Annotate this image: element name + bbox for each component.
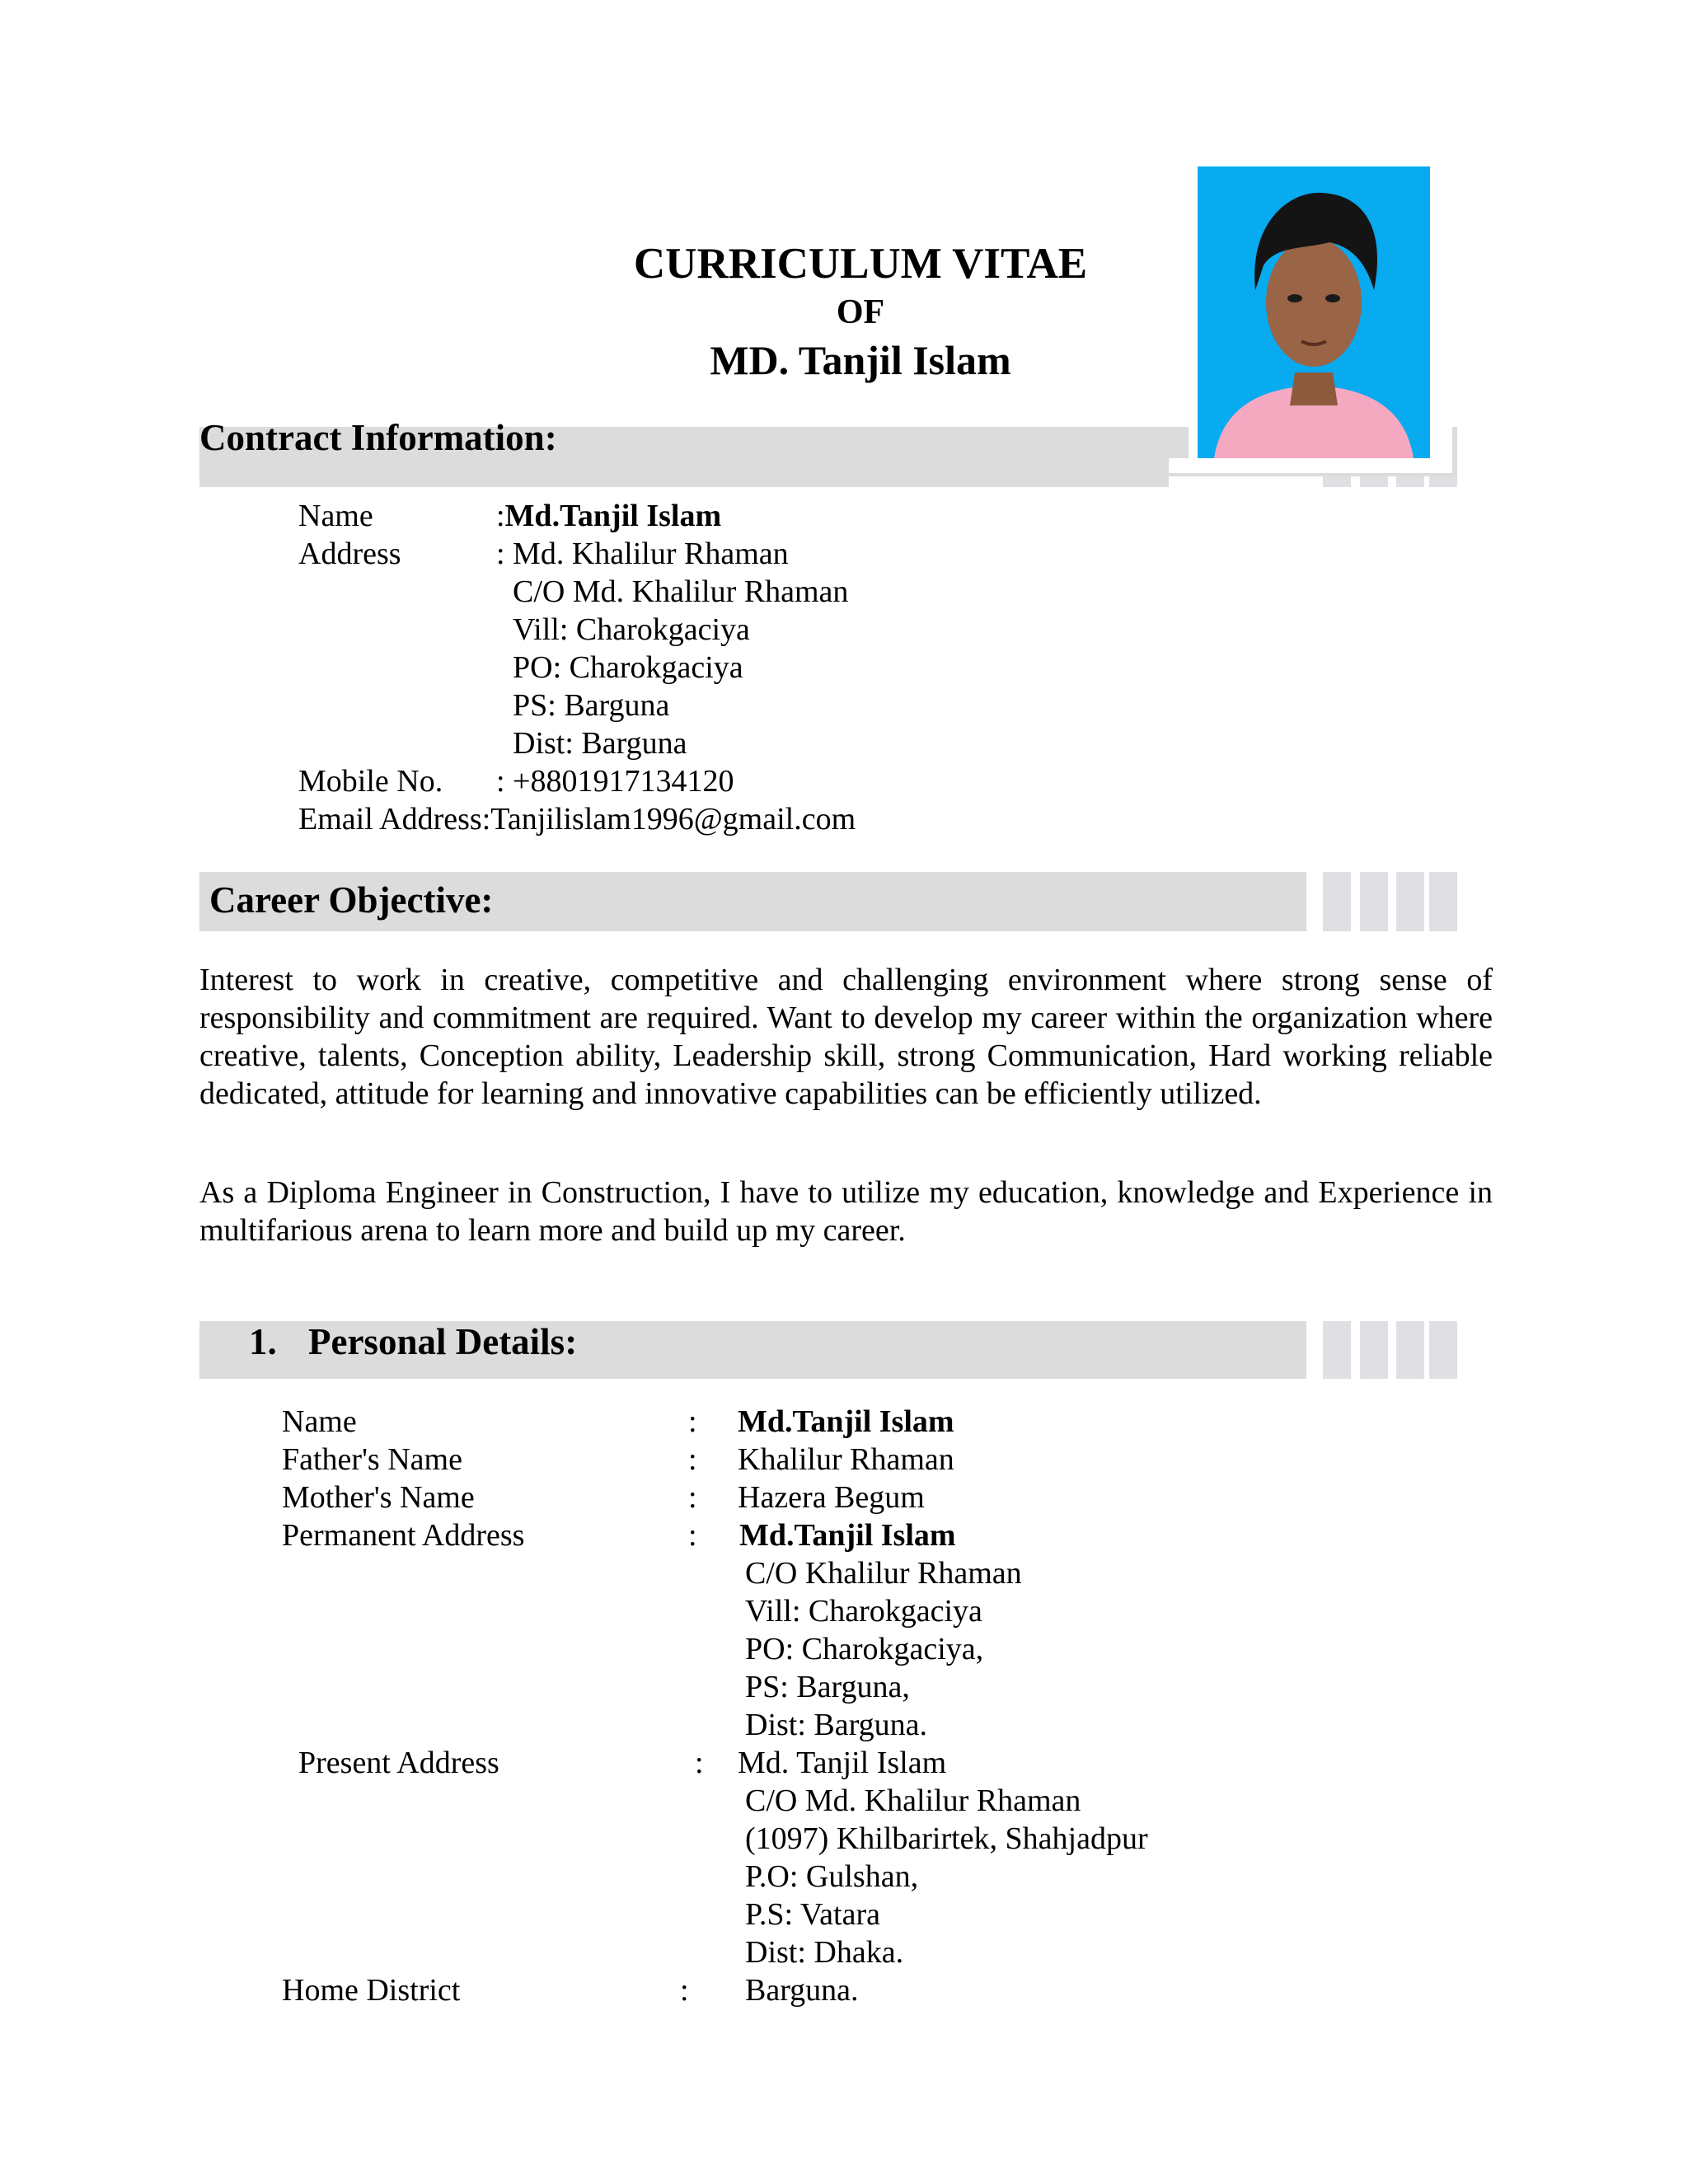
bar-block bbox=[1396, 872, 1424, 931]
contact-address-line: Vill: Charokgaciya bbox=[513, 612, 750, 647]
bar-block bbox=[1360, 476, 1388, 487]
contact-address-line: : Md. Khalilur Rhaman bbox=[496, 537, 789, 571]
portrait-illustration bbox=[1198, 166, 1430, 458]
contact-name-value bbox=[496, 497, 721, 535]
contact-email-value[interactable]: Tanjilislam1996@gmail.com bbox=[490, 802, 856, 837]
father-name-value: Khalilur Rhaman bbox=[738, 1442, 954, 1477]
permanent-address-line: Dist: Barguna. bbox=[745, 1708, 927, 1742]
personal-heading-number: 1. bbox=[249, 1321, 277, 1362]
present-address-label: Present Address bbox=[298, 1746, 499, 1780]
colon: : bbox=[688, 1442, 697, 1477]
present-address-line: Md. Tanjil Islam bbox=[738, 1746, 947, 1780]
cv-title: CURRICULUM VITAE bbox=[633, 240, 1088, 288]
contact-email-label: Email Address: bbox=[298, 802, 491, 837]
present-address-line: P.O: Gulshan, bbox=[745, 1859, 919, 1894]
bar-block bbox=[1323, 872, 1351, 931]
bar-block bbox=[1323, 1321, 1351, 1379]
contact-heading: Contract Information: bbox=[199, 417, 557, 458]
colon: : bbox=[688, 1404, 697, 1439]
career-heading: Career Objective: bbox=[209, 879, 494, 921]
home-district-label: Home District bbox=[282, 1973, 461, 2008]
profile-photo bbox=[1198, 166, 1430, 458]
contact-mobile-label: Mobile No. bbox=[298, 764, 443, 799]
photo-frame-gap bbox=[1169, 458, 1457, 473]
permanent-address-line: C/O Khalilur Rhaman bbox=[745, 1556, 1022, 1591]
contact-name-text: Md.Tanjil Islam bbox=[504, 499, 722, 533]
contact-name-colon: : bbox=[496, 499, 505, 533]
photo-frame-right bbox=[1452, 427, 1457, 476]
contact-address-line: C/O Md. Khalilur Rhaman bbox=[513, 574, 849, 609]
bar-block bbox=[1323, 476, 1351, 487]
permanent-address-line: PO: Charokgaciya, bbox=[745, 1632, 984, 1666]
home-district-value: Barguna. bbox=[745, 1973, 859, 2008]
contact-address-label: Address bbox=[298, 537, 401, 571]
colon: : bbox=[695, 1746, 704, 1780]
personal-name-value: Md.Tanjil Islam bbox=[738, 1404, 954, 1439]
permanent-address-line: PS: Barguna, bbox=[745, 1670, 910, 1704]
contact-mobile-value: : +8801917134120 bbox=[496, 764, 734, 799]
contact-email-row bbox=[298, 800, 856, 838]
colon: : bbox=[688, 1480, 697, 1515]
present-address-line: C/O Md. Khalilur Rhaman bbox=[745, 1783, 1081, 1818]
permanent-address-label: Permanent Address bbox=[282, 1518, 525, 1553]
contact-name-label: Name bbox=[298, 499, 373, 533]
contact-address-line: PO: Charokgaciya bbox=[513, 650, 743, 685]
cv-title-of: OF bbox=[836, 293, 885, 331]
career-paragraph-2: As a Diploma Engineer in Construction, I have to utilize my education, knowledge and Experience in multifarious arena to learn more and build up my career. bbox=[199, 1175, 1493, 1248]
permanent-address-line: Vill: Charokgaciya bbox=[745, 1594, 982, 1629]
bar-block bbox=[1360, 1321, 1388, 1379]
contact-address-line: PS: Barguna bbox=[513, 688, 670, 723]
present-address-line: P.S: Vatara bbox=[745, 1897, 880, 1932]
father-name-label: Father's Name bbox=[282, 1442, 462, 1477]
mother-name-value: Hazera Begum bbox=[738, 1480, 925, 1515]
bar-block bbox=[1396, 476, 1424, 487]
bar-block bbox=[1429, 1321, 1457, 1379]
colon: : bbox=[680, 1973, 689, 2008]
bar-block bbox=[1396, 1321, 1424, 1379]
bar-block bbox=[1429, 872, 1457, 931]
cv-owner-name: MD. Tanjil Islam bbox=[710, 337, 1011, 383]
bar-block bbox=[1360, 872, 1388, 931]
contact-address-line: Dist: Barguna bbox=[513, 726, 687, 761]
permanent-address-line: Md.Tanjil Islam bbox=[739, 1518, 956, 1553]
personal-name-label: Name bbox=[282, 1404, 357, 1439]
mother-name-label: Mother's Name bbox=[282, 1480, 475, 1515]
bar-block bbox=[1429, 476, 1457, 487]
career-paragraph-1: Interest to work in creative, competitive and challenging environment where strong sense of responsibility and commitment are required. Want to develop my career within the organization where creative, talents, Conception ability, Leadership skill, strong Communication, Hard working reliable dedicated, attitude for learning and innovative capabilities can be efficiently utilized. bbox=[199, 963, 1493, 1111]
present-address-line: (1097) Khilbarirtek, Shahjadpur bbox=[745, 1821, 1148, 1856]
colon: : bbox=[688, 1518, 697, 1553]
present-address-line: Dist: Dhaka. bbox=[745, 1935, 904, 1970]
personal-heading: Personal Details: bbox=[308, 1321, 578, 1362]
